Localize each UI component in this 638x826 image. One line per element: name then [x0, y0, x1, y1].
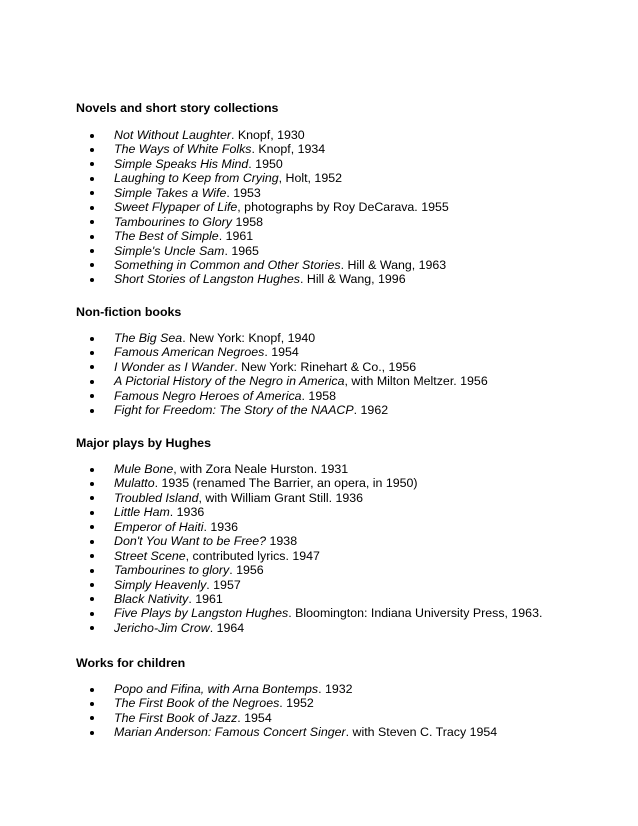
bullet-icon: [90, 134, 94, 138]
list-item: [90, 229, 449, 243]
bullet-icon: [90, 177, 94, 181]
bullet-icon: [90, 263, 94, 267]
work-details: . with Steven C. Tracy 1954: [345, 725, 498, 740]
bullet-icon: [90, 540, 94, 544]
list-item: [90, 403, 488, 417]
work-details: . 1964: [209, 620, 245, 635]
list-item: [90, 563, 542, 577]
work-title: Five Plays by Langston Hughes: [114, 606, 289, 621]
bullet-icon: [90, 569, 94, 573]
work-title: Sweet Flypaper of Life: [114, 200, 238, 215]
plays-list: [90, 462, 542, 635]
work-details: , Holt, 1952: [278, 171, 342, 186]
bullet-icon: [90, 278, 94, 282]
work-title: Mule Bone: [114, 462, 174, 476]
list-item: [90, 711, 497, 725]
work-title: Tambourines to glory: [114, 563, 230, 578]
bullet-icon: [90, 716, 94, 720]
work-details: . New York: Rinehart & Co., 1956: [234, 359, 417, 374]
work-details: , with Zora Neale Hurston. 1931: [173, 462, 349, 476]
bullet-icon: [90, 220, 94, 224]
work-title: Simple's Uncle Sam: [114, 243, 225, 258]
work-details: , with Milton Meltzer. 1956: [344, 374, 488, 389]
work-title: The Big Sea: [114, 331, 183, 345]
work-details: . 1932: [318, 682, 353, 696]
bullet-icon: [90, 365, 94, 369]
work-title: Black Nativity: [114, 591, 189, 606]
work-details: . Hill & Wang, 1963: [340, 257, 447, 272]
work-title: Simply Heavenly: [114, 577, 207, 592]
work-title: The First Book of Jazz: [114, 710, 238, 725]
list-item: [90, 374, 488, 388]
bullet-icon: [90, 162, 94, 166]
list-item: [90, 578, 542, 592]
bullet-icon: [90, 496, 94, 500]
work-details: . 1954: [237, 710, 272, 725]
work-title: Fight for Freedom: The Story of the NAACP: [114, 403, 354, 418]
work-title: Famous Negro Heroes of America: [114, 388, 302, 403]
work-title: Popo and Fifina, with Arna Bontemps: [114, 682, 319, 696]
work-title: Troubled Island: [114, 490, 199, 505]
work-title: Simple Takes a Wife: [114, 185, 227, 200]
work-title: Jericho-Jim Crow: [114, 620, 210, 635]
work-details: 1958: [232, 214, 264, 229]
bullet-icon: [90, 702, 94, 706]
list-item: [90, 142, 449, 156]
bullet-icon: [90, 380, 94, 384]
work-details: . 1952: [279, 696, 314, 711]
work-title: Emperor of Haiti: [114, 519, 204, 534]
list-item: [90, 549, 542, 563]
bullet-icon: [90, 394, 94, 398]
section-heading-plays: Major plays by Hughes: [76, 436, 211, 450]
bullet-icon: [90, 351, 94, 355]
bullet-icon: [90, 626, 94, 630]
list-item: [90, 725, 497, 739]
bullet-icon: [90, 554, 94, 558]
work-details: . 1954: [264, 345, 299, 360]
work-details: , with William Grant Still. 1936: [198, 490, 364, 505]
work-details: . Bloomington: Indiana University Press, 1963.: [288, 606, 543, 621]
work-details: . 1961: [188, 591, 223, 606]
work-title: Marian Anderson: Famous Concert Singer: [114, 725, 346, 740]
work-details: . Knopf, 1930: [230, 128, 305, 142]
work-title: Laughing to Keep from Crying: [114, 171, 279, 186]
list-item: [90, 505, 542, 519]
work-details: . 1962: [353, 403, 389, 418]
work-details: . 1950: [248, 156, 283, 171]
bullet-icon: [90, 249, 94, 253]
bullet-icon: [90, 337, 94, 341]
work-title: Street Scene: [114, 548, 186, 563]
work-details: . 1958: [301, 388, 336, 403]
list-item: [90, 462, 542, 476]
list-item: [90, 171, 449, 185]
list-item: [90, 520, 542, 534]
work-details: . 1936: [203, 519, 238, 534]
list-item: [90, 186, 449, 200]
section-heading-children: Works for children: [76, 656, 186, 670]
work-details: . Hill & Wang, 1996: [299, 272, 406, 287]
novels-list: [90, 128, 449, 287]
list-item: [90, 128, 449, 142]
bullet-icon: [90, 148, 94, 152]
bullet-icon: [90, 731, 94, 735]
list-item: [90, 696, 497, 710]
list-item: [90, 476, 542, 490]
work-details: 1938: [266, 534, 298, 549]
section-heading-nonfiction: Non-fiction books: [76, 305, 182, 319]
list-item: [90, 360, 488, 374]
work-details: . 1961: [218, 229, 254, 244]
list-item: [90, 491, 542, 505]
work-title: Something in Common and Other Stories: [114, 257, 341, 272]
work-details: , contributed lyrics. 1947: [185, 548, 320, 563]
list-item: [90, 258, 449, 272]
list-item: [90, 157, 449, 171]
work-details: . 1953: [226, 185, 261, 200]
work-title: Mulatto: [114, 476, 155, 491]
work-title: A Pictorial History of the Negro in America: [114, 374, 345, 389]
work-title: Tambourines to Glory: [114, 214, 232, 229]
list-item: [90, 215, 449, 229]
work-details: , photographs by Roy DeCarava. 1955: [237, 200, 449, 215]
work-title: Famous American Negroes: [114, 345, 265, 360]
list-item: [90, 389, 488, 403]
children-list: [90, 682, 497, 740]
work-details: . 1936: [169, 505, 205, 520]
work-title: The Ways of White Folks: [114, 142, 252, 157]
bullet-icon: [90, 583, 94, 587]
list-item: [90, 331, 488, 345]
work-title: Not Without Laughter: [114, 128, 231, 142]
bullet-icon: [90, 206, 94, 210]
bullet-icon: [90, 688, 94, 692]
list-item: [90, 534, 542, 548]
work-details: . 1965: [224, 243, 259, 258]
bullet-icon: [90, 612, 94, 616]
list-item: [90, 345, 488, 359]
work-title: Simple Speaks His Mind: [114, 156, 249, 171]
work-details: . Knopf, 1934: [251, 142, 326, 157]
work-title: The Best of Simple: [114, 229, 219, 244]
bullet-icon: [90, 409, 94, 413]
bullet-icon: [90, 191, 94, 195]
work-title: Little Ham: [114, 505, 170, 520]
list-item: [90, 272, 449, 286]
bullet-icon: [90, 597, 94, 601]
list-item: [90, 244, 449, 258]
work-details: . New York: Knopf, 1940: [182, 331, 316, 345]
bullet-icon: [90, 235, 94, 239]
list-item: [90, 606, 542, 620]
work-details: . 1956: [229, 563, 264, 578]
work-details: . 1957: [206, 577, 241, 592]
bullet-icon: [90, 511, 94, 515]
work-title: The First Book of the Negroes: [114, 696, 280, 711]
bullet-icon: [90, 468, 94, 472]
bullet-icon: [90, 525, 94, 529]
work-title: Short Stories of Langston Hughes: [114, 272, 300, 287]
work-title: I Wonder as I Wander: [114, 359, 235, 374]
work-title: Don't You Want to be Free?: [114, 534, 267, 549]
list-item: [90, 200, 449, 214]
list-item: [90, 592, 542, 606]
section-heading-novels: Novels and short story collections: [76, 101, 279, 115]
nonfiction-list: [90, 331, 488, 418]
list-item: [90, 621, 542, 635]
list-item: [90, 682, 497, 696]
bullet-icon: [90, 482, 94, 486]
work-details: . 1935 (renamed The Barrier, an opera, in 1950): [154, 476, 418, 491]
